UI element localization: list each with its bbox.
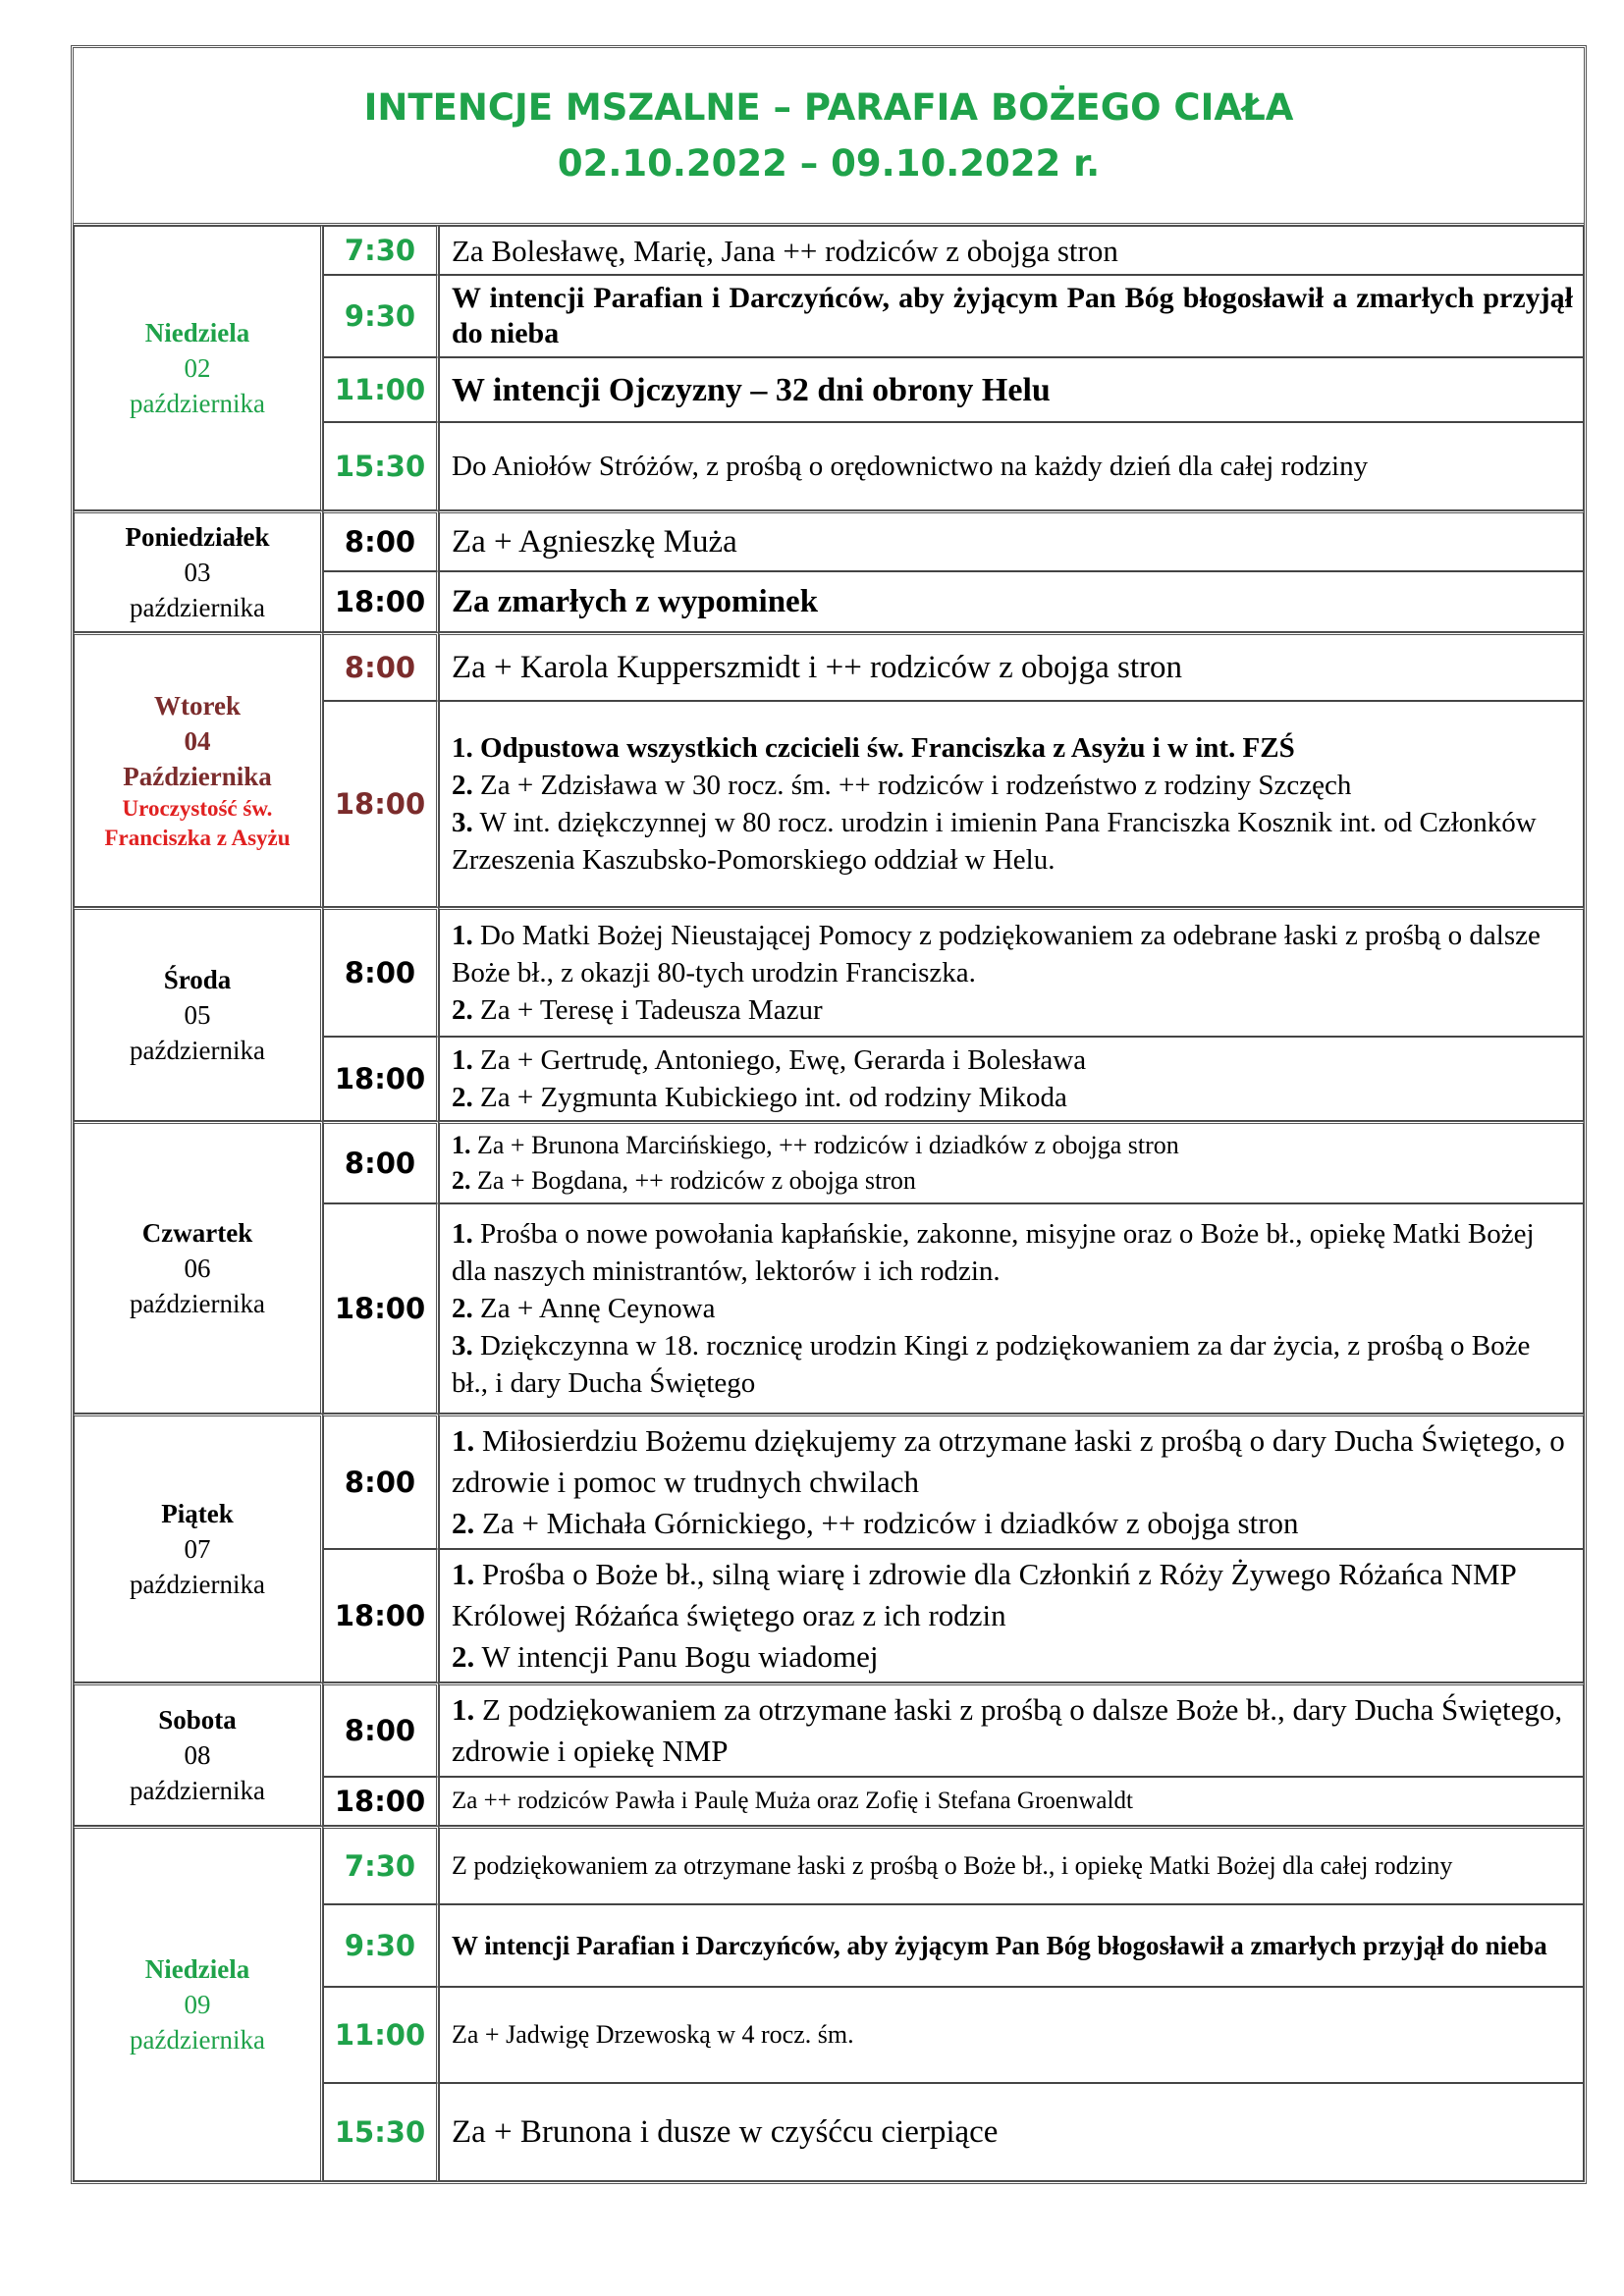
day-month: Października	[123, 762, 272, 791]
day-name: Środa	[163, 965, 232, 994]
mass-intention: W intencji Ojczyzny – 32 dni obrony Helu	[439, 357, 1584, 422]
item-text: Prośba o nowe powołania kapłańskie, zakonne, misyjne oraz o Boże bł., opiekę Matki Bożej dla naszych ministrantów, lektorów i ich rodzin.	[452, 1218, 1535, 1287]
mass-time: 7:30	[323, 226, 439, 275]
mass-intention: W intencji Parafian i Darczyńców, aby żyjącym Pan Bóg błogosławił a zmarłych przyjął do nieba	[439, 275, 1584, 357]
day-cell-sunday-02	[74, 226, 323, 510]
day-name: Niedziela	[144, 1954, 250, 1984]
mass-time: 8:00	[323, 907, 439, 1037]
day-month: października	[130, 1289, 265, 1318]
item-text: Za + Zdzisława w 30 rocz. śm. ++ rodziców i rodzeństwo z rodziny Szczęch	[480, 770, 1352, 801]
mass-time: 7:30	[323, 1826, 439, 1904]
item-number: 3.	[452, 807, 473, 838]
intention-item	[452, 729, 1573, 767]
item-number: 2.	[452, 1082, 473, 1113]
item-number: 3.	[452, 1330, 473, 1362]
day-date: 07	[184, 1534, 211, 1564]
table-row	[74, 510, 1584, 571]
item-text: Za + Michała Górnickiego, ++ rodziców i dziadków z obojga stron	[482, 1506, 1299, 1540]
table-row	[74, 226, 1584, 275]
intention-item	[452, 1503, 1573, 1544]
mass-intention: Za + Jadwigę Drzewoską w 4 rocz. śm.	[439, 1987, 1584, 2083]
day-name: Wtorek	[154, 691, 241, 721]
item-number: 1.	[452, 1131, 471, 1159]
day-cell-wednesday-05	[74, 907, 323, 1121]
schedule-sheet	[71, 45, 1587, 2184]
intention-item	[452, 1327, 1573, 1402]
item-text: Za + Annę Ceynowa	[480, 1293, 716, 1324]
day-date: 04	[184, 726, 211, 756]
day-cell-monday-03	[74, 510, 323, 632]
mass-intention-list	[439, 1414, 1584, 1549]
day-date: 03	[184, 558, 211, 587]
item-number: 1.	[452, 920, 473, 951]
page-header	[74, 48, 1584, 226]
intention-item	[452, 1079, 1573, 1116]
intention-item	[452, 804, 1573, 879]
mass-time: 8:00	[323, 510, 439, 571]
item-number: 2.	[452, 1166, 471, 1195]
day-cell-tuesday-04	[74, 632, 323, 907]
day-date: 02	[184, 353, 211, 383]
mass-intention: Za + Brunona i dusze w czyśćcu cierpiące	[439, 2083, 1584, 2181]
item-text: Do Matki Bożej Nieustającej Pomocy z podziękowaniem za odebrane łaski z prośbą o dalsze Boże bł., z okazji 80-tych urodzin Franciszka.	[452, 920, 1541, 988]
item-text: Za + Zygmunta Kubickiego int. od rodziny Mikoda	[480, 1082, 1067, 1113]
mass-time: 9:30	[323, 1904, 439, 1987]
day-month: października	[130, 1036, 265, 1065]
table-row	[74, 1682, 1584, 1777]
mass-intention: Do Aniołów Stróżów, z prośbą o orędownictwo na każdy dzień dla całej rodziny	[439, 422, 1584, 510]
mass-intention: Za + Karola Kupperszmidt i ++ rodziców z obojga stron	[439, 632, 1584, 701]
item-text: Za + Teresę i Tadeusza Mazur	[480, 994, 823, 1026]
day-month: października	[130, 2025, 265, 2055]
table-row	[74, 1121, 1584, 1203]
item-number: 2.	[452, 1639, 475, 1674]
mass-intention-list	[439, 907, 1584, 1037]
intention-item	[452, 1636, 1573, 1678]
mass-time: 8:00	[323, 1414, 439, 1549]
mass-time: 8:00	[323, 632, 439, 701]
item-text: Miłosierdziu Bożemu dziękujemy za otrzymane łaski z prośbą o dary Ducha Świętego, o zdrowie i pomoc w trudnych chwilach	[452, 1423, 1565, 1499]
item-text: Dziękczynna w 18. rocznicę urodzin Kingi z podziękowaniem za dar życia, z prośbą o Boże bł., i dary Ducha Świętego	[452, 1330, 1531, 1399]
mass-time: 18:00	[323, 1203, 439, 1414]
table-row	[74, 632, 1584, 701]
table-row	[74, 907, 1584, 1037]
mass-time: 9:30	[323, 275, 439, 357]
feast-note: Uroczystość św. Franciszka z Asyżu	[104, 796, 291, 850]
intention-item	[452, 1554, 1573, 1636]
item-number: 1.	[452, 1423, 475, 1458]
mass-intention-list	[439, 1037, 1584, 1121]
mass-intention: Za Bolesławę, Marię, Jana ++ rodziców z obojga stron	[439, 226, 1584, 275]
intentions-table	[74, 226, 1584, 2181]
item-text: Odpustowa wszystkich czcicieli św. Franciszka z Asyżu i w int. FZŚ	[480, 732, 1295, 764]
intention-item	[452, 1163, 1573, 1199]
item-number: 1.	[452, 1557, 475, 1591]
day-name: Sobota	[158, 1705, 237, 1735]
item-number: 2.	[452, 1293, 473, 1324]
item-text: W int. dziękczynnej w 80 rocz. urodzin i imienin Pana Franciszka Kosznik int. od Członków Zrzeszenia Kaszubsko-Pomorskiego oddział w Helu.	[452, 807, 1537, 876]
intention-item	[452, 1215, 1573, 1290]
day-month: października	[130, 1776, 265, 1805]
item-text: Za + Bogdana, ++ rodziców z obojga stron	[477, 1166, 916, 1195]
day-cell-sunday-09	[74, 1826, 323, 2181]
table-row	[74, 1826, 1584, 1904]
mass-intention-list	[439, 1121, 1584, 1203]
mass-time: 8:00	[323, 1121, 439, 1203]
mass-intention: Za zmarłych z wypominek	[439, 571, 1584, 632]
day-name: Niedziela	[144, 318, 250, 347]
mass-time: 18:00	[323, 701, 439, 907]
item-text: Z podziękowaniem za otrzymane łaski z prośbą o dalsze Boże bł., dary Ducha Świętego, zdrowie i opiekę NMP	[452, 1692, 1563, 1768]
mass-intention: Z podziękowaniem za otrzymane łaski z prośbą o Boże bł., i opiekę Matki Bożej dla całej rodziny	[439, 1826, 1584, 1904]
day-name: Piątek	[161, 1499, 234, 1528]
day-month: października	[130, 593, 265, 622]
mass-time: 18:00	[323, 1037, 439, 1121]
day-name: Czwartek	[141, 1218, 253, 1248]
mass-time: 15:30	[323, 2083, 439, 2181]
day-month: października	[130, 389, 265, 418]
intention-item	[452, 1689, 1573, 1772]
item-number: 1.	[452, 732, 473, 764]
date-range: 02.10.2022 – 09.10.2022 r.	[557, 142, 1101, 185]
day-date: 06	[184, 1254, 211, 1283]
mass-time: 15:30	[323, 422, 439, 510]
mass-intention-list	[439, 1203, 1584, 1414]
day-date: 08	[184, 1740, 211, 1770]
intention-item	[452, 917, 1573, 991]
day-date: 05	[184, 1000, 211, 1030]
item-text: Za + Brunona Marcińskiego, ++ rodziców i dziadków z obojga stron	[477, 1131, 1179, 1159]
mass-intention-list	[439, 701, 1584, 907]
item-text: Za + Gertrudę, Antoniego, Ewę, Gerarda i Bolesława	[480, 1044, 1087, 1076]
mass-time: 8:00	[323, 1682, 439, 1777]
intention-item	[452, 1420, 1573, 1503]
intention-item	[452, 1128, 1573, 1163]
intention-item	[452, 1290, 1573, 1327]
intention-item	[452, 1041, 1573, 1079]
intention-item	[452, 991, 1573, 1029]
mass-intention: Za + Agnieszkę Muża	[439, 510, 1584, 571]
table-row	[74, 1414, 1584, 1549]
day-date: 09	[184, 1990, 211, 2019]
mass-time: 18:00	[323, 1549, 439, 1682]
mass-intention-list	[439, 1549, 1584, 1682]
day-month: października	[130, 1570, 265, 1599]
item-number: 1.	[452, 1218, 473, 1250]
mass-time: 18:00	[323, 571, 439, 632]
mass-time: 11:00	[323, 357, 439, 422]
mass-time: 18:00	[323, 1777, 439, 1826]
item-text: W intencji Panu Bogu wiadomej	[481, 1639, 879, 1674]
page-title: INTENCJE MSZALNE – PARAFIA BOŻEGO CIAŁA	[363, 86, 1294, 129]
item-text: Prośba o Boże bł., silną wiarę i zdrowie dla Członkiń z Róży Żywego Różańca NMP Królowej Różańca świętego oraz z ich rodzin	[452, 1557, 1516, 1632]
day-cell-thursday-06	[74, 1121, 323, 1414]
mass-intention: W intencji Parafian i Darczyńców, aby żyjącym Pan Bóg błogosławił a zmarłych przyjął do nieba	[439, 1904, 1584, 1987]
mass-intention: Za ++ rodziców Pawła i Paulę Muża oraz Zofię i Stefana Groenwaldt	[439, 1777, 1584, 1826]
day-cell-friday-07	[74, 1414, 323, 1682]
day-name: Poniedziałek	[125, 522, 270, 552]
intention-item	[452, 767, 1573, 804]
mass-intention-list	[439, 1682, 1584, 1777]
day-cell-saturday-08	[74, 1682, 323, 1826]
item-number: 2.	[452, 994, 473, 1026]
item-number: 2.	[452, 770, 473, 801]
item-number: 1.	[452, 1044, 473, 1076]
item-number: 2.	[452, 1506, 475, 1540]
mass-time: 11:00	[323, 1987, 439, 2083]
item-number: 1.	[452, 1692, 475, 1727]
